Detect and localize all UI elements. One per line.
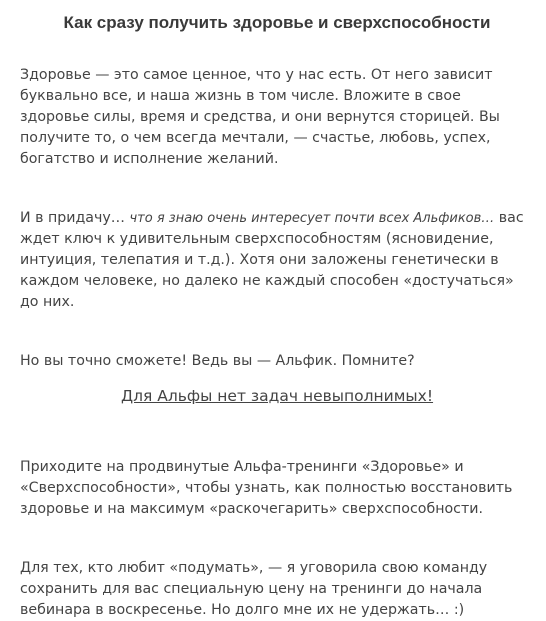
- alpha-link[interactable]: Для Альфы нет задач невыполнимых!: [120, 387, 434, 405]
- page-title: Как сразу получить здоровье и сверхспособности: [63, 13, 491, 32]
- paragraph-special-price: Для тех, кто любит «подумать», — я уговорила свою команду сохранить для вас специальную цену на тренинги до начала вебинара в воскресенье. Но долго мне их не удержать… :): [20, 560, 488, 618]
- paragraph-superpowers: [20, 208, 534, 313]
- paragraph-superpowers-lead: И в придачу…: [20, 210, 130, 226]
- paragraph-health: Здоровье — это самое ценное, что у нас есть. От него зависит буквально все, и наша жизнь в том числе. Вложите в свое здоровье силы, время и средства, и они вернутся сторицей. Вы получите то, о чем всегда мечтали, — счастье, любовь, успех, богатство и исполнение желаний.: [20, 67, 500, 167]
- paragraph-remember: Но вы точно сможете! Ведь вы — Альфик. Помните?: [20, 353, 415, 369]
- link-row: [20, 385, 534, 407]
- paragraph-superpowers-rest: вас ждет ключ к удивительным сверхспособностям (ясновидение, интуиция, телепатия и т.д.). Хотя они заложены генетически в каждом человеке, но далеко не каждый способен «достучаться» до них.: [20, 210, 524, 310]
- paragraph-trainings: Приходите на продвинутые Альфа-тренинги «Здоровье» и «Сверхспособности», чтобы узнать, как полностью восстановить здоровье и на максимум «раскочегарить» сверхспособности.: [20, 459, 513, 517]
- paragraph-superpowers-italic: что я знаю очень интересует почти всех Альфиков…: [129, 211, 495, 226]
